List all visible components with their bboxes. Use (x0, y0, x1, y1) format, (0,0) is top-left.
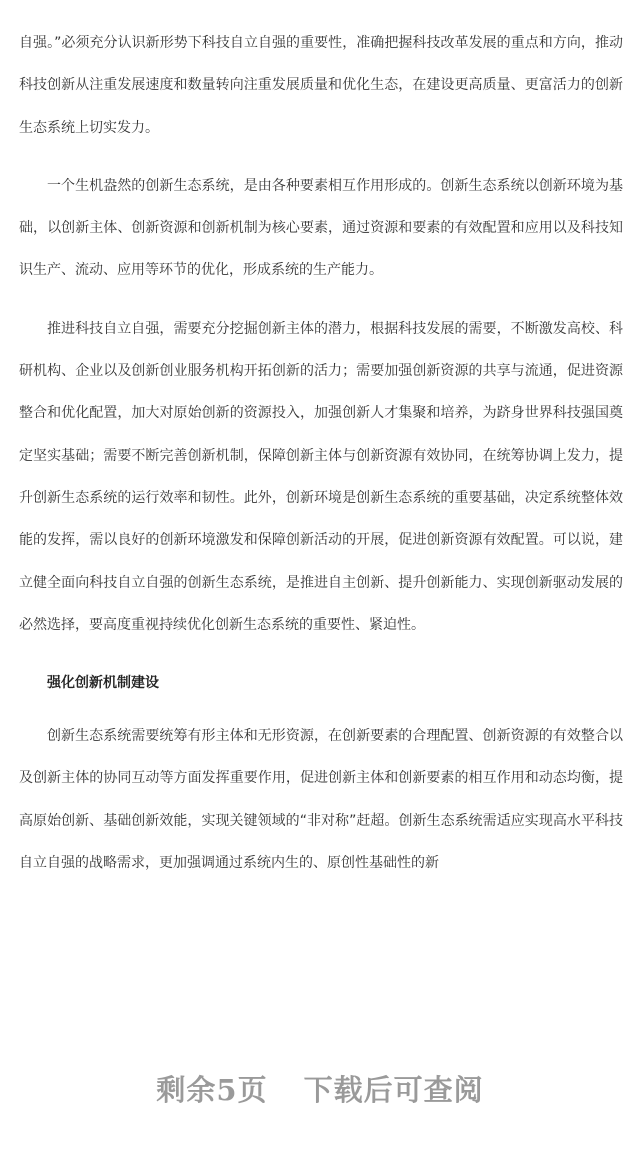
paragraph-4: 创新生态系统需要统筹有形主体和无形资源，在创新要素的合理配置、创新资源的有效整合以及创新主体的协同互动等方面发挥重要作用，促进创新主体和创新要素的相互作用和动态均衡，提高原始创新、基础创新效能，实现关键领域的“非对称”赶超。创新生态系统需适应实现高水平科技自立自强的战略需求，更加强调通过系统内生的、原创性基础性的新 (19, 728, 623, 872)
paragraph-3: 推进科技自立自强，需要充分挖掘创新主体的潜力，根据科技发展的需要，不断激发高校、科研机构、企业以及创新创业服务机构开拓创新的活力；需要加强创新资源的共享与流通，促进资源整合和优化配置，加大对原始创新的资源投入，加强创新人才集聚和培养，为跻身世界科技强国奠定坚实基础；需要不断完善创新机制，保障创新主体与创新资源有效协同，在统筹协调上发力，提升创新生态系统的运行效率和韧性。此外，创新环境是创新生态系统的重要基础，决定系统整体效能的发挥，需以良好的创新环境激发和保障创新活动的开展，促进创新资源有效配置。可以说，建立健全面向科技自立自强的创新生态系统，是推进自主创新、提升创新能力、实现创新驱动发展的必然选择，要高度重视持续优化创新生态系统的重要性、紧迫性。 (19, 320, 623, 633)
paragraph-gap (19, 646, 623, 662)
section-heading: 强化创新机制建设 (47, 675, 159, 692)
paragraph-gap (19, 149, 623, 165)
remaining-pages-label: 剩余5页 (156, 1073, 268, 1107)
article-body (19, 22, 623, 884)
paragraph-1: 自强。”必须充分认识新形势下科技自立自强的重要性，准确把握科技改革发展的重点和方向，推动科技创新从注重发展速度和数量转向注重发展质量和优化生态，在建设更高质量、更富活力的创新生态系统上切实发力。 (19, 35, 623, 136)
paragraph-gap (19, 292, 623, 308)
paragraph-2: 一个生机盎然的创新生态系统，是由各种要素相互作用形成的。创新生态系统以创新环境为基础，以创新主体、创新资源和创新机制为核心要素，通过资源和要素的有效配置和应用以及科技知识生产、流动、应用等环节的优化，形成系统的生产能力。 (19, 177, 623, 279)
download-to-view-label: 下载后可查阅 (303, 1073, 484, 1107)
paragraph-gap (19, 704, 623, 715)
download-prompt-banner[interactable] (0, 1068, 640, 1109)
